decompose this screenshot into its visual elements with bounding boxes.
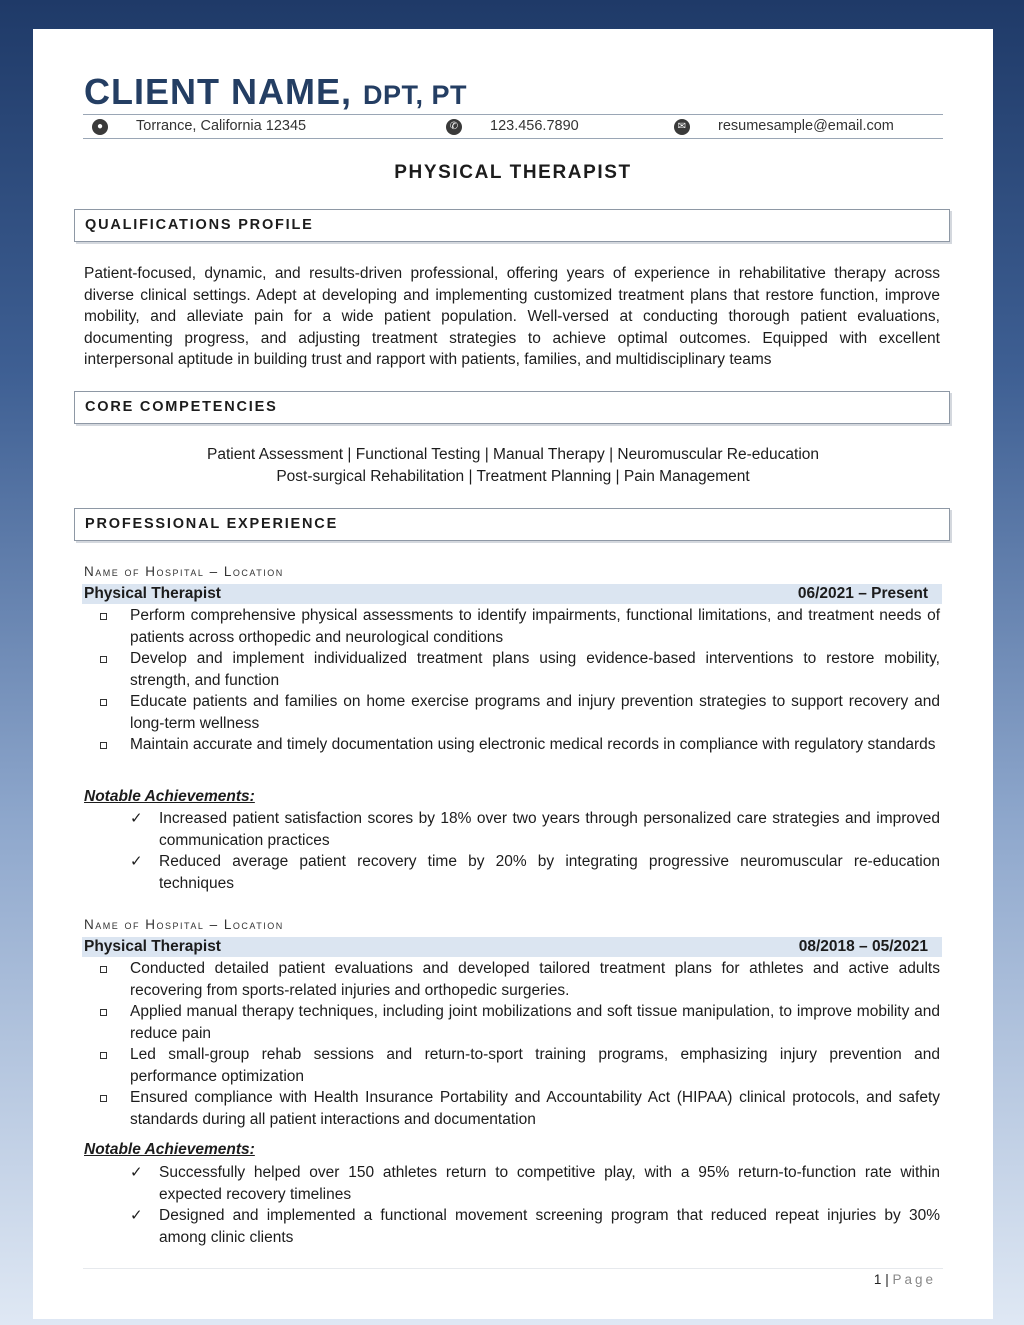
job-position: Physical Therapist [84, 585, 221, 602]
job-duties-list [84, 958, 940, 1130]
list-item: Develop and implement individualized treatment plans using evidence-based interventions to restore mobility, strength, and function [84, 648, 940, 691]
phone-icon: ✆ [446, 119, 462, 135]
section-experience [74, 508, 950, 541]
job-title-bar [82, 584, 942, 604]
section-heading: CORE COMPETENCIES [85, 399, 278, 415]
list-item: ✓ Increased patient satisfaction scores by 18% over two years through personalized care strategies and improved communication practices [130, 810, 940, 849]
job-dates: 08/2018 – 05/2021 [798, 938, 928, 955]
square-bullet-icon [100, 1009, 107, 1016]
checkmark-icon: ✓ [130, 1207, 143, 1224]
job-dates: 06/2021 – Present [797, 585, 928, 602]
list-item: Ensured compliance with Health Insurance Portability and Accountability Act (HIPAA) clinical protocols, and safety standards during all patient interactions and documentation [84, 1087, 940, 1130]
list-item: Led small-group rehab sessions and return-to-sport training programs, emphasizing injury prevention and performance optimization [84, 1044, 940, 1087]
section-heading: PROFESSIONAL EXPERIENCE [85, 516, 339, 532]
client-credentials: DPT, PT [363, 80, 468, 110]
list-item: Applied manual therapy techniques, including joint mobilizations and soft tissue manipulation, to improve mobility and reduce pain [84, 1001, 940, 1044]
achievements-label: Notable Achievements: [84, 1141, 255, 1158]
job-duties-list [84, 605, 940, 756]
section-qualifications [74, 209, 950, 242]
page-number: 1 [873, 1272, 882, 1287]
client-name [84, 71, 467, 113]
list-item: ✓ Designed and implemented a functional movement screening program that reduced repeat injuries by 30% among clinic clients [130, 1207, 940, 1246]
square-bullet-icon [100, 613, 107, 620]
checkmark-icon: ✓ [130, 1164, 143, 1181]
client-name-text: CLIENT NAME, [84, 71, 352, 112]
contact-phone: 123.456.7890 [490, 118, 579, 134]
job-title-bar [82, 937, 942, 957]
checkmark-icon: ✓ [130, 810, 143, 827]
square-bullet-icon [100, 966, 107, 973]
qualifications-text: Patient-focused, dynamic, and results-driven professional, offering years of experience in rehabilitative therapy across diverse clinical settings. Adept at developing and implementing customized treatment plans that restore function, improve mobility, and alleviate pain for a wide patient population. Well-versed at conducting thorough patient evaluations, documenting progress, and adjusting treatment strategies to achieve optimal outcomes. Equipped with excellent interpersonal aptitude in building trust and rapport with patients, families, and multidisciplinary teams [84, 265, 940, 368]
square-bullet-icon [100, 1052, 107, 1059]
list-item: Conducted detailed patient evaluations and developed tailored treatment plans for athletes and active adults recovering from sports-related injuries and orthopedic surgeries. [84, 958, 940, 1001]
list-item: Educate patients and families on home exercise programs and injury prevention strategies to support recovery and long-term wellness [84, 691, 940, 734]
contact-email: resumesample@email.com [718, 118, 894, 134]
map-pin-icon: ● [92, 119, 108, 135]
job-hospital: Name of Hospital – Location [84, 917, 284, 932]
footer-divider [83, 1268, 943, 1269]
achievements-list [84, 1162, 940, 1248]
square-bullet-icon [100, 1095, 107, 1102]
competencies-line-1: Patient Assessment | Functional Testing | Manual Therapy | Neuromuscular Re-education [206, 446, 819, 463]
competencies-line-2: Post-surgical Rehabilitation | Treatment Planning | Pain Management [276, 468, 750, 485]
contact-location: Torrance, California 12345 [136, 118, 307, 134]
achievements-label: Notable Achievements: [84, 788, 255, 805]
envelope-icon: ✉ [674, 119, 690, 135]
job-hospital: Name of Hospital – Location [84, 564, 284, 579]
square-bullet-icon [100, 699, 107, 706]
list-item: ✓ Reduced average patient recovery time by 20% by integrating progressive neuromuscular re-education techniques [130, 853, 940, 892]
job-position: Physical Therapist [84, 938, 221, 955]
list-item: ✓ Successfully helped over 150 athletes return to competitive play, with a 95% return-to-function rate within expected recovery timelines [130, 1164, 940, 1203]
resume-page [33, 29, 993, 1319]
achievements-list [84, 808, 940, 894]
section-heading: QUALIFICATIONS PROFILE [85, 217, 314, 233]
page-separator: | [885, 1272, 889, 1287]
list-item: Perform comprehensive physical assessments to identify impairments, functional limitations, and treatment needs of patients across orthopedic and neurological conditions [84, 605, 940, 648]
page-footer [874, 1272, 936, 1287]
page-label: Page [892, 1272, 936, 1287]
checkmark-icon: ✓ [130, 853, 143, 870]
square-bullet-icon [100, 656, 107, 663]
section-competencies [74, 391, 950, 424]
job-title: PHYSICAL THERAPIST [394, 162, 632, 183]
contact-bar [83, 114, 943, 139]
square-bullet-icon [100, 742, 107, 749]
list-item: Maintain accurate and timely documentation using electronic medical records in compliance with regulatory standards [84, 734, 940, 756]
